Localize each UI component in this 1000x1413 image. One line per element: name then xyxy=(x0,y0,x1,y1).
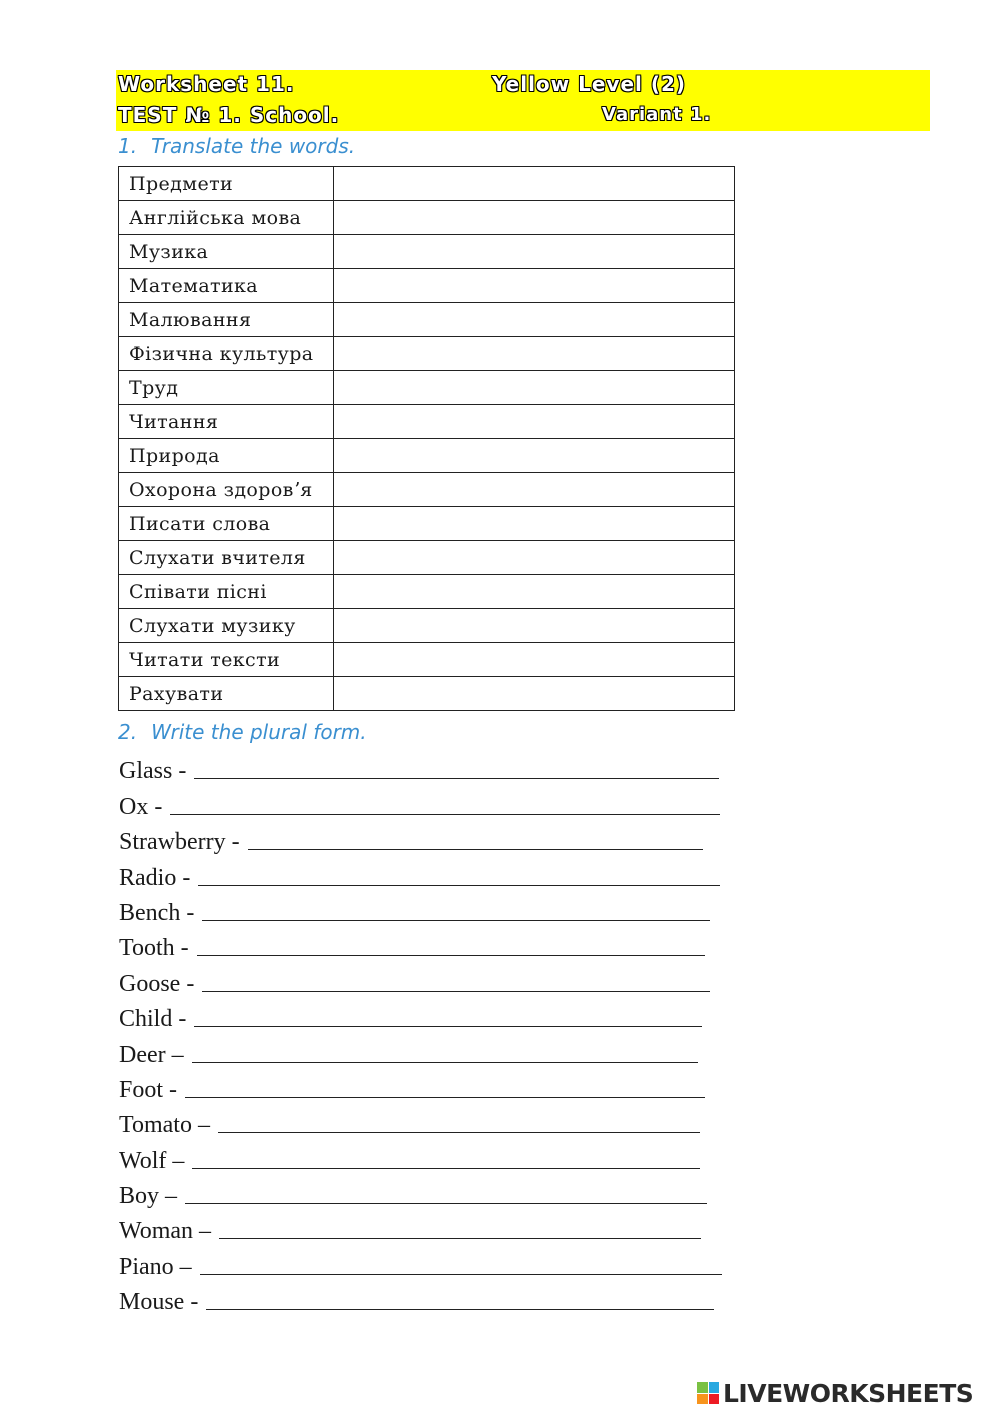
section-1-title xyxy=(118,134,355,158)
list-item xyxy=(119,1175,759,1210)
section-2-number: 2. xyxy=(118,720,138,744)
logo-square-icon xyxy=(697,1394,708,1405)
answer-line[interactable] xyxy=(197,929,705,956)
table-row xyxy=(119,473,735,507)
list-item xyxy=(119,856,759,891)
table-row xyxy=(119,337,735,371)
answer-cell[interactable] xyxy=(334,201,735,235)
singular-word: Woman – xyxy=(119,1218,212,1245)
answer-line[interactable] xyxy=(170,788,720,815)
ukrainian-word: Труд xyxy=(119,371,334,405)
ukrainian-word: Писати слова xyxy=(119,507,334,541)
list-item xyxy=(119,1069,759,1104)
answer-line[interactable] xyxy=(219,1212,701,1239)
list-item xyxy=(119,821,759,856)
table-row xyxy=(119,677,735,711)
singular-word: Tooth - xyxy=(119,935,189,962)
translate-table xyxy=(118,166,735,711)
ukrainian-word: Рахувати xyxy=(119,677,334,711)
table-row xyxy=(119,201,735,235)
table-row xyxy=(119,235,735,269)
list-item xyxy=(119,1104,759,1139)
ukrainian-word: Читати тексти xyxy=(119,643,334,677)
ukrainian-word: Музика xyxy=(119,235,334,269)
section-1-number: 1. xyxy=(118,134,138,158)
answer-line[interactable] xyxy=(194,752,719,779)
singular-word: Boy – xyxy=(119,1183,178,1210)
variant-label: Variant 1. xyxy=(602,104,712,125)
ukrainian-word: Читання xyxy=(119,405,334,439)
singular-word: Tomato – xyxy=(119,1112,210,1139)
logo-square-icon xyxy=(697,1382,708,1393)
singular-word: Radio - xyxy=(119,864,191,891)
list-item xyxy=(119,1210,759,1245)
logo-text: LIVEWORKSHEETS xyxy=(723,1378,974,1408)
answer-line[interactable] xyxy=(218,1106,700,1133)
singular-word: Piano – xyxy=(119,1253,192,1280)
answer-cell[interactable] xyxy=(334,575,735,609)
answer-line[interactable] xyxy=(192,1036,698,1063)
list-item xyxy=(119,962,759,997)
answer-cell[interactable] xyxy=(334,235,735,269)
answer-line[interactable] xyxy=(185,1071,705,1098)
ukrainian-word: Малювання xyxy=(119,303,334,337)
answer-line[interactable] xyxy=(192,1142,700,1169)
answer-cell[interactable] xyxy=(334,643,735,677)
singular-word: Strawberry - xyxy=(119,829,240,856)
logo-square-icon xyxy=(709,1382,720,1393)
worksheet-number: Worksheet 11. xyxy=(118,72,295,96)
list-item xyxy=(119,750,759,785)
ukrainian-word: Математика xyxy=(119,269,334,303)
table-row xyxy=(119,643,735,677)
answer-line[interactable] xyxy=(200,1248,722,1275)
answer-cell[interactable] xyxy=(334,439,735,473)
answer-line[interactable] xyxy=(198,859,720,886)
singular-word: Mouse - xyxy=(119,1289,199,1316)
answer-cell[interactable] xyxy=(334,303,735,337)
answer-cell[interactable] xyxy=(334,473,735,507)
answer-line[interactable] xyxy=(248,823,703,850)
table-row xyxy=(119,269,735,303)
level-label: Yellow Level (2) xyxy=(492,72,687,96)
section-2-text: Write the plural form. xyxy=(151,720,367,744)
ukrainian-word: Фізична культура xyxy=(119,337,334,371)
singular-word: Child - xyxy=(119,1006,187,1033)
plural-list xyxy=(119,750,759,1316)
ukrainian-word: Слухати музику xyxy=(119,609,334,643)
ukrainian-word: Англійська мова xyxy=(119,201,334,235)
section-1-text: Translate the words. xyxy=(151,134,356,158)
answer-cell[interactable] xyxy=(334,269,735,303)
list-item xyxy=(119,1139,759,1174)
singular-word: Bench - xyxy=(119,899,195,926)
table-row xyxy=(119,371,735,405)
answer-line[interactable] xyxy=(206,1283,714,1310)
table-row xyxy=(119,609,735,643)
list-item xyxy=(119,1245,759,1280)
list-item xyxy=(119,1033,759,1068)
ukrainian-word: Слухати вчителя xyxy=(119,541,334,575)
list-item xyxy=(119,892,759,927)
table-row xyxy=(119,303,735,337)
answer-cell[interactable] xyxy=(334,405,735,439)
answer-line[interactable] xyxy=(185,1177,707,1204)
singular-word: Glass - xyxy=(119,758,187,785)
answer-cell[interactable] xyxy=(334,677,735,711)
table-row xyxy=(119,507,735,541)
singular-word: Deer – xyxy=(119,1041,184,1068)
singular-word: Goose - xyxy=(119,970,195,997)
answer-line[interactable] xyxy=(202,965,710,992)
answer-cell[interactable] xyxy=(334,167,735,201)
table-row xyxy=(119,405,735,439)
answer-cell[interactable] xyxy=(334,337,735,371)
list-item xyxy=(119,1281,759,1316)
singular-word: Ox - xyxy=(119,793,163,820)
table-row xyxy=(119,541,735,575)
ukrainian-word: Охорона здоровʼя xyxy=(119,473,334,507)
list-item xyxy=(119,998,759,1033)
singular-word: Wolf – xyxy=(119,1147,185,1174)
table-row xyxy=(119,575,735,609)
liveworksheets-logo xyxy=(697,1378,993,1408)
list-item xyxy=(119,785,759,820)
answer-cell[interactable] xyxy=(334,541,735,575)
section-2-title xyxy=(118,720,367,744)
logo-icon xyxy=(697,1382,719,1404)
table-row xyxy=(119,439,735,473)
ukrainian-word: Природа xyxy=(119,439,334,473)
answer-cell[interactable] xyxy=(334,507,735,541)
ukrainian-word: Предмети xyxy=(119,167,334,201)
singular-word: Foot - xyxy=(119,1076,178,1103)
answer-cell[interactable] xyxy=(334,609,735,643)
ukrainian-word: Співати пісні xyxy=(119,575,334,609)
answer-line[interactable] xyxy=(194,1000,702,1027)
logo-square-icon xyxy=(709,1394,720,1405)
answer-line[interactable] xyxy=(202,894,710,921)
answer-cell[interactable] xyxy=(334,371,735,405)
test-title: TEST № 1. School. xyxy=(118,103,340,127)
worksheet-header xyxy=(116,70,930,131)
list-item xyxy=(119,927,759,962)
table-row xyxy=(119,167,735,201)
